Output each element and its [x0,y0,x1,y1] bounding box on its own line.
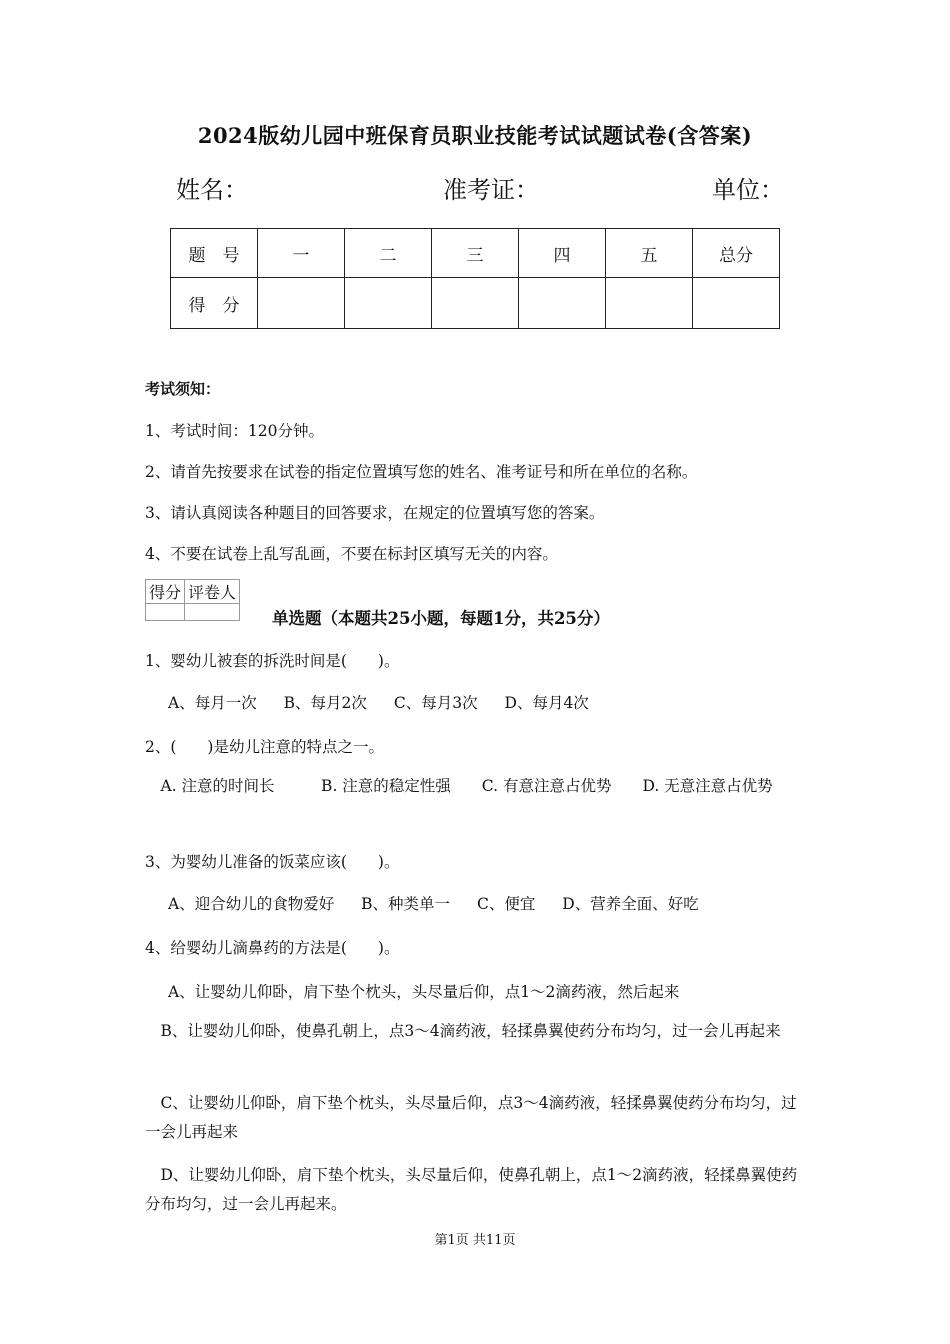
grader-box [145,579,240,621]
grader-score-cell[interactable] [146,604,185,621]
option-a[interactable]: A、让婴幼儿仰卧，肩下垫个枕头，头尽量后仰，点1～2滴药液，然后起来 [168,983,680,1001]
option-b[interactable]: B、每月2次 [283,694,367,712]
score-table-header-row [171,229,780,278]
score-cell[interactable] [432,278,519,329]
question-stem: 3、为婴幼儿准备的饭菜应该( )。 [145,853,400,871]
option-b[interactable]: B、让婴幼儿仰卧，使鼻孔朝上，点3～4滴药液，轻揉鼻翼使药分布均匀，过一会儿再起来 [145,1022,781,1040]
question-options [168,892,721,914]
score-header-cell: 三 [432,229,519,278]
score-header-cell: 五 [606,229,693,278]
question-stem: 2、( )是幼儿注意的特点之一。 [145,738,384,756]
unit-label: 单位： [712,176,784,204]
grader-score-label: 得分 [146,580,185,604]
option-a[interactable]: A、迎合幼儿的食物爱好 [168,895,335,913]
score-header-cell: 一 [258,229,345,278]
score-cell[interactable] [519,278,606,329]
question-stem: 1、婴幼儿被套的拆洗时间是( )。 [145,652,400,670]
page-title: 2024版幼儿园中班保育员职业技能考试试题试卷(含答案) [197,123,753,148]
score-header-cell: 总分 [693,229,780,278]
section-title: 单选题（本题共25小题，每题1分，共25分） [272,609,610,628]
score-table-score-row [171,278,780,329]
name-label: 姓名： [176,176,248,204]
notice-item: 4、不要在试卷上乱写乱画，不要在标封区填写无关的内容。 [145,545,558,563]
score-table [170,228,780,329]
score-header-cell: 四 [519,229,606,278]
option-c[interactable]: C、让婴幼儿仰卧，肩下垫个枕头，头尽量后仰，点3～4滴药液，轻揉鼻翼使药分布均匀，过一会儿再起来 [145,1094,797,1141]
option-d[interactable]: D、让婴幼儿仰卧，肩下垫个枕头，头尽量后仰，使鼻孔朝上，点1～2滴药液，轻揉鼻翼使药分布均匀，过一会儿再起来。 [145,1166,798,1213]
score-cell[interactable] [606,278,693,329]
question-options-text: A. 注意的时间长 B. 注意的稳定性强 C. 有意注意占优势 D. 无意注意占优势 [145,777,773,795]
question-stem: 4、给婴幼儿滴鼻药的方法是( )。 [145,939,400,957]
question-options [168,691,611,713]
option-a[interactable]: A、每月一次 [168,694,257,712]
grader-reviewer-cell[interactable] [185,604,240,621]
option-d[interactable]: D、每月4次 [504,694,589,712]
notice-heading: 考试须知： [145,380,221,398]
option-d[interactable]: D、营养全面、好吃 [562,895,699,913]
option-c[interactable]: C、便宜 [476,895,536,913]
option-c[interactable]: C、每月3次 [393,694,478,712]
score-cell[interactable] [693,278,780,329]
notice-item: 2、请首先按要求在试卷的指定位置填写您的姓名、准考证号和所在单位的名称。 [145,463,698,481]
page-footer: 第1页 共11页 [434,1233,516,1248]
score-header-cell: 二 [345,229,432,278]
option-b[interactable]: B、种类单一 [361,895,451,913]
notice-item: 1、考试时间：120分钟。 [145,422,324,440]
notice-item: 3、请认真阅读各种题目的回答要求，在规定的位置填写您的答案。 [145,504,605,522]
grader-reviewer-label: 评卷人 [185,580,240,604]
score-cell[interactable] [258,278,345,329]
score-cell[interactable] [345,278,432,329]
score-header-cell: 题 号 [171,229,258,278]
score-row-label: 得 分 [171,278,258,329]
exam-id-label: 准考证： [443,176,539,204]
